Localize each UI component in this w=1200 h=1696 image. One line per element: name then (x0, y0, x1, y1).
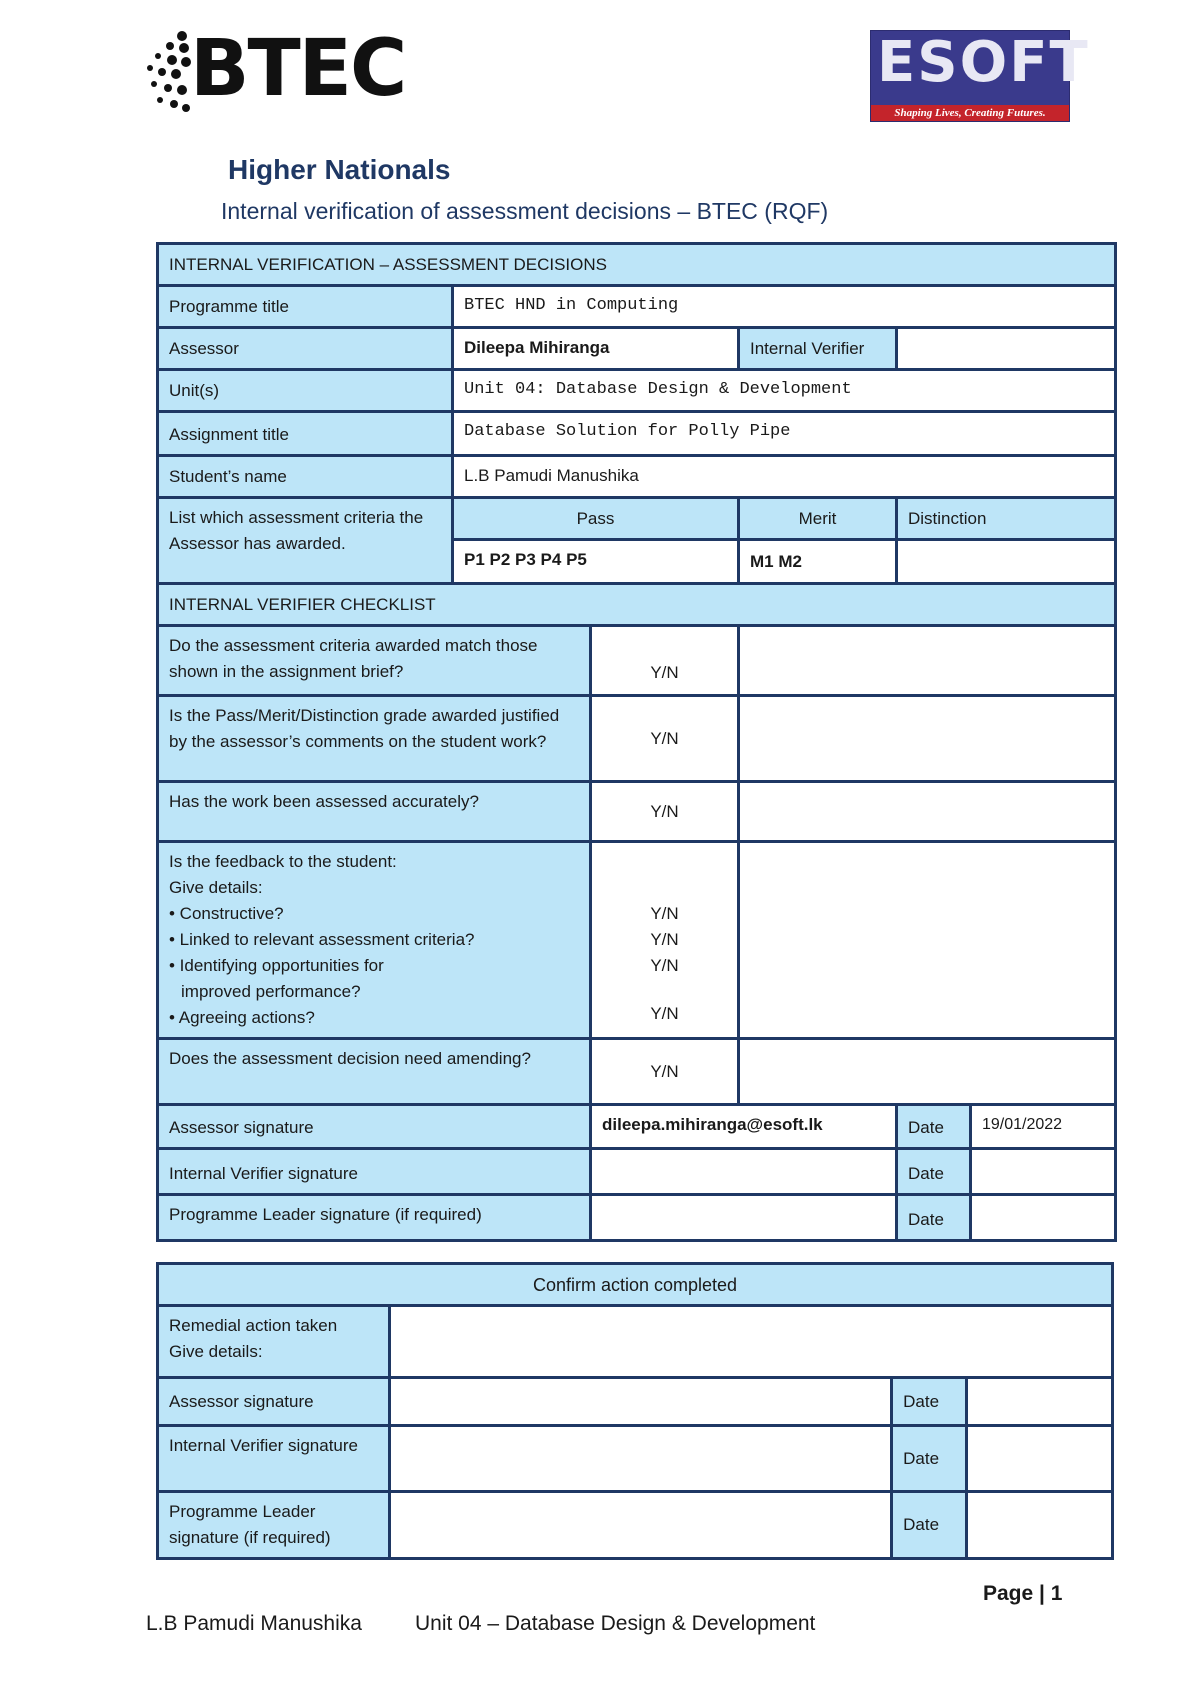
assessor-signature-label: Assessor signature (158, 1105, 591, 1149)
checklist-q4 (158, 842, 591, 1039)
unit-value: Unit 04: Database Design & Development (453, 370, 1116, 412)
checklist-heading: INTERNAL VERIFIER CHECKLIST (158, 584, 1116, 626)
confirm-assessor-date-label: Date (892, 1378, 967, 1426)
esoft-tagline: Shaping Lives, Creating Futures. (871, 105, 1069, 121)
remedial-action-label: Remedial action taken Give details: (158, 1306, 390, 1378)
checklist-q3-yn[interactable]: Y/N (591, 782, 739, 842)
confirm-pl-signature-value[interactable] (389, 1492, 891, 1559)
confirm-pl-date-value[interactable] (966, 1492, 1112, 1559)
checklist-q5-yn[interactable]: Y/N (591, 1039, 739, 1105)
merit-header: Merit (739, 498, 897, 540)
confirm-assessor-signature-label: Assessor signature (158, 1378, 390, 1426)
confirm-iv-date-value[interactable] (966, 1426, 1112, 1492)
iv-signature-value[interactable] (591, 1149, 897, 1195)
unit-label: Unit(s) (158, 370, 453, 412)
iv-date-value[interactable] (971, 1149, 1116, 1195)
assessor-date-label: Date (897, 1105, 971, 1149)
checklist-q2-comment[interactable] (739, 696, 1116, 782)
confirm-action-table (156, 1262, 1114, 1560)
distinction-header: Distinction (897, 498, 1116, 540)
internal-verification-table (156, 242, 1117, 1242)
footer-student-name: L.B Pamudi Manushika (146, 1612, 362, 1635)
checklist-q5: Does the assessment decision need amending? (158, 1039, 591, 1105)
checklist-q4-agreeing: • Agreeing actions? (169, 1008, 315, 1027)
page-number: Page | 1 (983, 1582, 1063, 1605)
checklist-q4-yn-4[interactable]: Y/N (650, 1004, 679, 1023)
checklist-q4-yn-1[interactable]: Y/N (650, 904, 679, 923)
internal-verifier-value[interactable] (897, 328, 1116, 370)
confirm-assessor-signature-value[interactable] (389, 1378, 891, 1426)
confirm-pl-signature-label: Programme Leader signature (if required) (158, 1492, 390, 1559)
assessor-value: Dileepa Mihiranga (453, 328, 739, 370)
esoft-logo-text: ESOFT (877, 30, 1090, 95)
checklist-q2: Is the Pass/Merit/Distinction grade awarded justified by the assessor’s comments on the student work? (158, 696, 591, 782)
checklist-q4-opportunities: • Identifying opportunities for (169, 956, 384, 975)
distinction-criteria-value (897, 540, 1116, 584)
btec-logo (146, 24, 406, 118)
esoft-logo (870, 30, 1090, 122)
page-subtitle: Internal verification of assessment decisions – BTEC (RQF) (221, 198, 829, 224)
assessor-date-value: 19/01/2022 (971, 1105, 1116, 1149)
remedial-action-value[interactable] (389, 1306, 1112, 1378)
iv-signature-label: Internal Verifier signature (158, 1149, 591, 1195)
student-name-label: Student’s name (158, 456, 453, 498)
checklist-q3-comment[interactable] (739, 782, 1116, 842)
confirm-iv-date-label: Date (892, 1426, 967, 1492)
checklist-q4-comment[interactable] (739, 842, 1116, 1039)
student-name-value: L.B Pamudi Manushika (453, 456, 1116, 498)
checklist-q4-title: Is the feedback to the student: (169, 852, 397, 871)
checklist-q4-yn-2[interactable]: Y/N (650, 930, 679, 949)
confirm-assessor-date-value[interactable] (966, 1378, 1112, 1426)
checklist-q4-yn-3[interactable]: Y/N (650, 956, 679, 975)
pl-signature-label: Programme Leader signature (if required) (158, 1195, 591, 1241)
iv-heading: INTERNAL VERIFICATION – ASSESSMENT DECISIONS (158, 244, 1116, 286)
checklist-q3: Has the work been assessed accurately? (158, 782, 591, 842)
btec-logo-text: BTEC (190, 24, 406, 114)
checklist-q1-yn[interactable]: Y/N (591, 626, 739, 696)
pl-date-value[interactable] (971, 1195, 1116, 1241)
confirm-pl-date-label: Date (892, 1492, 967, 1559)
checklist-q1: Do the assessment criteria awarded match those shown in the assignment brief? (158, 626, 591, 696)
iv-date-label: Date (897, 1149, 971, 1195)
checklist-q4-yn-group (591, 842, 739, 1039)
footer-unit: Unit 04 – Database Design & Development (415, 1612, 816, 1635)
confirm-heading: Confirm action completed (158, 1264, 1113, 1306)
pl-signature-value[interactable] (591, 1195, 897, 1241)
checklist-q2-yn[interactable]: Y/N (591, 696, 739, 782)
checklist-q4-give-details: Give details: (169, 878, 263, 897)
pass-header: Pass (453, 498, 739, 540)
assessor-label: Assessor (158, 328, 453, 370)
assignment-title-label: Assignment title (158, 412, 453, 456)
checklist-q4-constructive: • Constructive? (169, 904, 284, 923)
pass-criteria-value: P1 P2 P3 P4 P5 (453, 540, 739, 584)
internal-verifier-label: Internal Verifier (739, 328, 897, 370)
assignment-title-value: Database Solution for Polly Pipe (453, 412, 1116, 456)
page-title: Higher Nationals (228, 154, 451, 185)
checklist-q4-yn-spacer (602, 979, 727, 1001)
checklist-q4-linked: • Linked to relevant assessment criteria? (169, 930, 475, 949)
confirm-iv-signature-label: Internal Verifier signature (158, 1426, 390, 1492)
checklist-q1-comment[interactable] (739, 626, 1116, 696)
pl-date-label: Date (897, 1195, 971, 1241)
assessor-signature-value: dileepa.mihiranga@esoft.lk (591, 1105, 897, 1149)
merit-criteria-value: M1 M2 (739, 540, 897, 584)
criteria-awarded-label: List which assessment criteria the Assessor has awarded. (158, 498, 453, 584)
confirm-iv-signature-value[interactable] (389, 1426, 891, 1492)
programme-title-label: Programme title (158, 286, 453, 328)
checklist-q5-comment[interactable] (739, 1039, 1116, 1105)
programme-title-value: BTEC HND in Computing (453, 286, 1116, 328)
checklist-q4-improved: improved performance? (181, 982, 361, 1001)
